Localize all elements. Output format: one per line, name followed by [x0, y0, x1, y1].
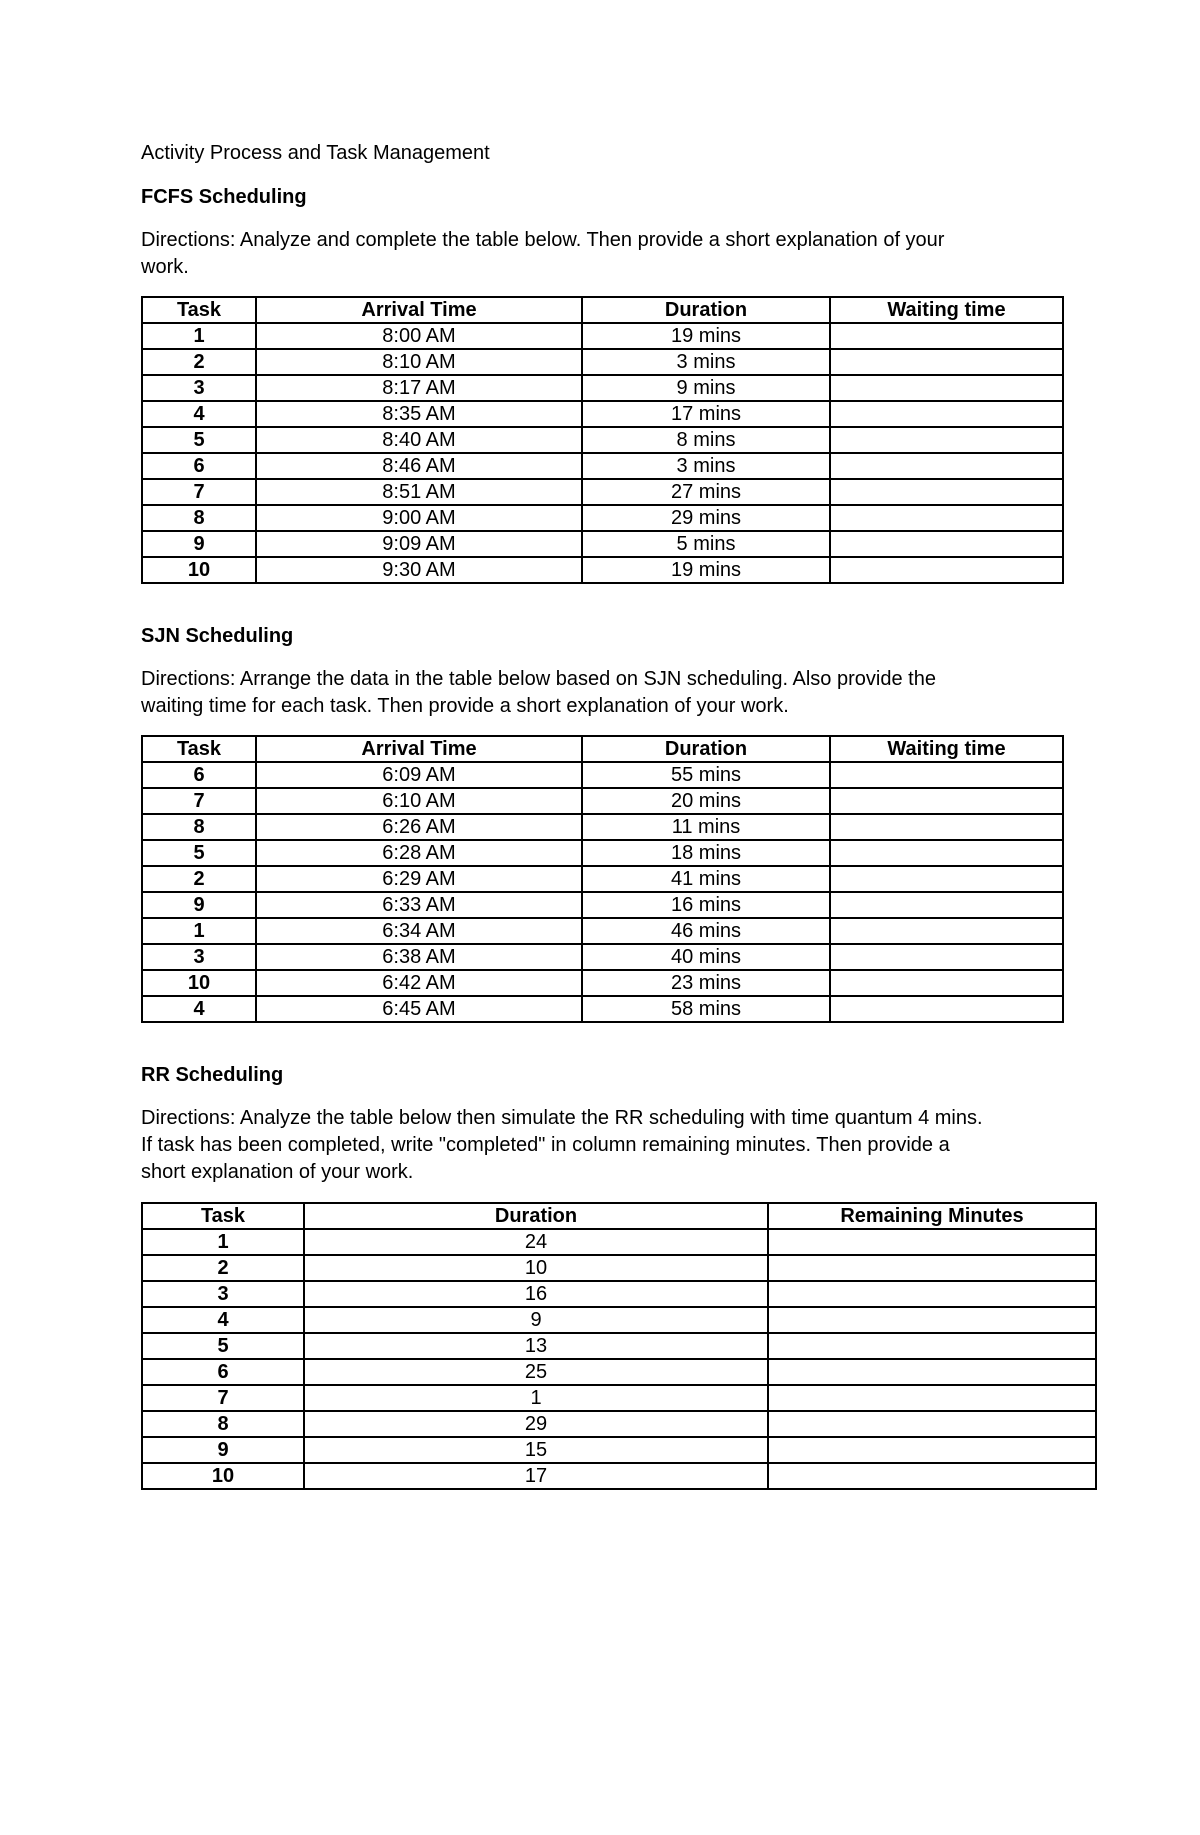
duration-cell: 5 mins: [582, 531, 830, 557]
remaining-minutes-cell: [768, 1359, 1096, 1385]
arrival-time-cell: 9:09 AM: [256, 531, 582, 557]
task-cell: 10: [142, 557, 256, 583]
task-cell: 3: [142, 1281, 304, 1307]
duration-cell: 17: [304, 1463, 768, 1489]
rr-directions-line: If task has been completed, write "completed" in column remaining minutes. Then provide a: [141, 1134, 950, 1156]
rr-table: [141, 1202, 1097, 1490]
remaining-minutes-cell: [768, 1281, 1096, 1307]
task-cell: 2: [142, 1255, 304, 1281]
duration-cell: 55 mins: [582, 762, 830, 788]
column-header-waiting-time: Waiting time: [830, 297, 1063, 323]
table-row: [142, 892, 1063, 918]
duration-cell: 8 mins: [582, 427, 830, 453]
rr-directions-line: short explanation of your work.: [141, 1161, 414, 1183]
remaining-minutes-cell: [768, 1229, 1096, 1255]
arrival-time-cell: 6:38 AM: [256, 944, 582, 970]
task-cell: 6: [142, 762, 256, 788]
task-cell: 2: [142, 349, 256, 375]
table-row: [142, 1359, 1096, 1385]
arrival-time-cell: 6:34 AM: [256, 918, 582, 944]
waiting-time-cell: [830, 944, 1063, 970]
table-row: [142, 1385, 1096, 1411]
table-header-row: [142, 1203, 1096, 1229]
waiting-time-cell: [830, 840, 1063, 866]
duration-cell: 3 mins: [582, 349, 830, 375]
task-cell: 4: [142, 1307, 304, 1333]
rr-heading: RR Scheduling: [141, 1064, 284, 1086]
task-cell: 5: [142, 427, 256, 453]
table-row: [142, 918, 1063, 944]
waiting-time-cell: [830, 788, 1063, 814]
table-row: [142, 453, 1063, 479]
duration-cell: 25: [304, 1359, 768, 1385]
arrival-time-cell: 6:28 AM: [256, 840, 582, 866]
table-row: [142, 814, 1063, 840]
sjn-directions-line: Directions: Arrange the data in the table below based on SJN scheduling. Also provide the: [141, 668, 936, 690]
task-cell: 9: [142, 531, 256, 557]
task-cell: 8: [142, 505, 256, 531]
arrival-time-cell: 8:00 AM: [256, 323, 582, 349]
arrival-time-cell: 8:17 AM: [256, 375, 582, 401]
task-cell: 4: [142, 996, 256, 1022]
remaining-minutes-cell: [768, 1385, 1096, 1411]
task-cell: 7: [142, 788, 256, 814]
waiting-time-cell: [830, 996, 1063, 1022]
table-row: [142, 1463, 1096, 1489]
arrival-time-cell: 9:30 AM: [256, 557, 582, 583]
table-row: [142, 557, 1063, 583]
duration-cell: 19 mins: [582, 557, 830, 583]
remaining-minutes-cell: [768, 1411, 1096, 1437]
duration-cell: 10: [304, 1255, 768, 1281]
duration-cell: 58 mins: [582, 996, 830, 1022]
table-row: [142, 996, 1063, 1022]
table-row: [142, 1437, 1096, 1463]
table-row: [142, 427, 1063, 453]
rr-directions-line: Directions: Analyze the table below then simulate the RR scheduling with time quantum 4 mins.: [141, 1107, 983, 1129]
column-header-remaining-minutes: Remaining Minutes: [768, 1203, 1096, 1229]
table-row: [142, 944, 1063, 970]
task-cell: 8: [142, 814, 256, 840]
fcfs-directions-line: Directions: Analyze and complete the table below. Then provide a short explanation of your: [141, 229, 945, 251]
task-cell: 3: [142, 375, 256, 401]
arrival-time-cell: 6:42 AM: [256, 970, 582, 996]
table-row: [142, 531, 1063, 557]
document-title: Activity Process and Task Management: [141, 142, 490, 164]
duration-cell: 16: [304, 1281, 768, 1307]
waiting-time-cell: [830, 970, 1063, 996]
sjn-directions-line: waiting time for each task. Then provide a short explanation of your work.: [141, 695, 789, 717]
table-row: [142, 479, 1063, 505]
column-header-task: Task: [142, 297, 256, 323]
duration-cell: 3 mins: [582, 453, 830, 479]
table-header-row: [142, 297, 1063, 323]
task-cell: 5: [142, 1333, 304, 1359]
arrival-time-cell: 8:35 AM: [256, 401, 582, 427]
waiting-time-cell: [830, 349, 1063, 375]
duration-cell: 15: [304, 1437, 768, 1463]
duration-cell: 46 mins: [582, 918, 830, 944]
duration-cell: 20 mins: [582, 788, 830, 814]
rr-directions: [141, 1105, 1041, 1186]
arrival-time-cell: 6:33 AM: [256, 892, 582, 918]
table-row: [142, 1255, 1096, 1281]
table-row: [142, 788, 1063, 814]
sjn-heading: SJN Scheduling: [141, 625, 294, 647]
remaining-minutes-cell: [768, 1307, 1096, 1333]
task-cell: 10: [142, 970, 256, 996]
table-row: [142, 1411, 1096, 1437]
waiting-time-cell: [830, 323, 1063, 349]
waiting-time-cell: [830, 918, 1063, 944]
task-cell: 3: [142, 944, 256, 970]
duration-cell: 40 mins: [582, 944, 830, 970]
remaining-minutes-cell: [768, 1255, 1096, 1281]
arrival-time-cell: 6:09 AM: [256, 762, 582, 788]
duration-cell: 13: [304, 1333, 768, 1359]
column-header-task: Task: [142, 1203, 304, 1229]
waiting-time-cell: [830, 401, 1063, 427]
waiting-time-cell: [830, 892, 1063, 918]
duration-cell: 29 mins: [582, 505, 830, 531]
arrival-time-cell: 8:10 AM: [256, 349, 582, 375]
duration-cell: 9: [304, 1307, 768, 1333]
task-cell: 9: [142, 892, 256, 918]
table-row: [142, 970, 1063, 996]
waiting-time-cell: [830, 479, 1063, 505]
table-row: [142, 840, 1063, 866]
duration-cell: 19 mins: [582, 323, 830, 349]
task-cell: 7: [142, 479, 256, 505]
duration-cell: 27 mins: [582, 479, 830, 505]
task-cell: 8: [142, 1411, 304, 1437]
waiting-time-cell: [830, 453, 1063, 479]
arrival-time-cell: 6:26 AM: [256, 814, 582, 840]
waiting-time-cell: [830, 557, 1063, 583]
task-cell: 2: [142, 866, 256, 892]
task-cell: 1: [142, 1229, 304, 1255]
duration-cell: 16 mins: [582, 892, 830, 918]
fcfs-directions: [141, 227, 1041, 281]
table-row: [142, 323, 1063, 349]
table-header-row: [142, 736, 1063, 762]
waiting-time-cell: [830, 762, 1063, 788]
column-header-arrival-time: Arrival Time: [256, 297, 582, 323]
arrival-time-cell: 8:46 AM: [256, 453, 582, 479]
duration-cell: 18 mins: [582, 840, 830, 866]
arrival-time-cell: 8:40 AM: [256, 427, 582, 453]
waiting-time-cell: [830, 814, 1063, 840]
arrival-time-cell: 8:51 AM: [256, 479, 582, 505]
column-header-arrival-time: Arrival Time: [256, 736, 582, 762]
duration-cell: 17 mins: [582, 401, 830, 427]
arrival-time-cell: 6:45 AM: [256, 996, 582, 1022]
task-cell: 4: [142, 401, 256, 427]
duration-cell: 41 mins: [582, 866, 830, 892]
duration-cell: 9 mins: [582, 375, 830, 401]
task-cell: 5: [142, 840, 256, 866]
table-row: [142, 349, 1063, 375]
table-row: [142, 1229, 1096, 1255]
column-header-waiting-time: Waiting time: [830, 736, 1063, 762]
remaining-minutes-cell: [768, 1333, 1096, 1359]
table-row: [142, 401, 1063, 427]
task-cell: 6: [142, 453, 256, 479]
column-header-duration: Duration: [304, 1203, 768, 1229]
table-row: [142, 505, 1063, 531]
duration-cell: 23 mins: [582, 970, 830, 996]
table-row: [142, 1281, 1096, 1307]
waiting-time-cell: [830, 375, 1063, 401]
fcfs-table: [141, 296, 1064, 584]
column-header-duration: Duration: [582, 736, 830, 762]
sjn-table: [141, 735, 1064, 1023]
table-row: [142, 866, 1063, 892]
duration-cell: 1: [304, 1385, 768, 1411]
waiting-time-cell: [830, 505, 1063, 531]
table-row: [142, 1333, 1096, 1359]
task-cell: 9: [142, 1437, 304, 1463]
table-row: [142, 1307, 1096, 1333]
waiting-time-cell: [830, 427, 1063, 453]
arrival-time-cell: 9:00 AM: [256, 505, 582, 531]
table-row: [142, 375, 1063, 401]
arrival-time-cell: 6:29 AM: [256, 866, 582, 892]
remaining-minutes-cell: [768, 1463, 1096, 1489]
duration-cell: 29: [304, 1411, 768, 1437]
duration-cell: 11 mins: [582, 814, 830, 840]
task-cell: 6: [142, 1359, 304, 1385]
table-row: [142, 762, 1063, 788]
fcfs-heading: FCFS Scheduling: [141, 186, 307, 208]
arrival-time-cell: 6:10 AM: [256, 788, 582, 814]
fcfs-directions-line: work.: [141, 256, 189, 278]
task-cell: 7: [142, 1385, 304, 1411]
sjn-directions: [141, 666, 1041, 720]
waiting-time-cell: [830, 866, 1063, 892]
column-header-duration: Duration: [582, 297, 830, 323]
task-cell: 10: [142, 1463, 304, 1489]
waiting-time-cell: [830, 531, 1063, 557]
task-cell: 1: [142, 323, 256, 349]
task-cell: 1: [142, 918, 256, 944]
duration-cell: 24: [304, 1229, 768, 1255]
remaining-minutes-cell: [768, 1437, 1096, 1463]
column-header-task: Task: [142, 736, 256, 762]
